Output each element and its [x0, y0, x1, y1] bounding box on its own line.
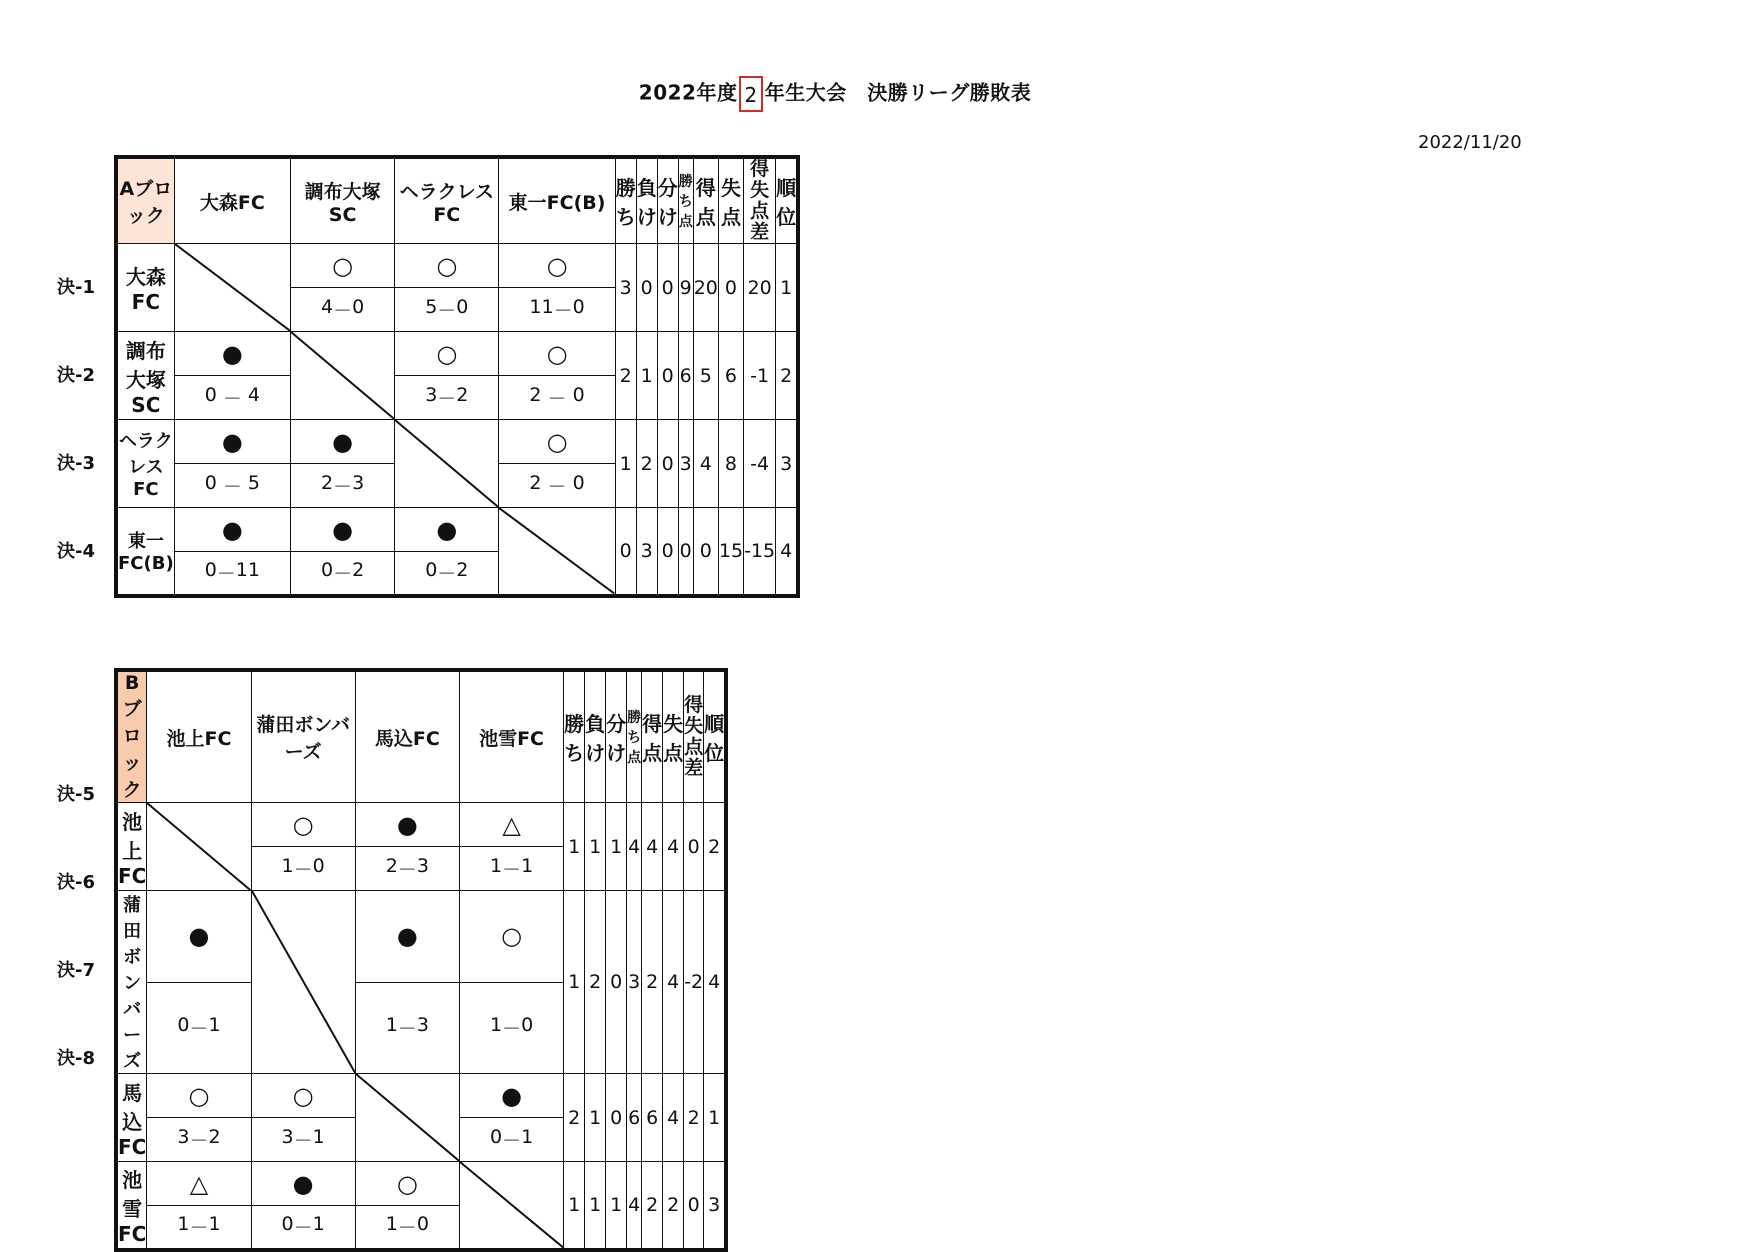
score-for: 3	[177, 1126, 190, 1148]
score-dash: －	[397, 1018, 417, 1041]
score-for: 4	[320, 296, 334, 318]
stat-points: 6	[678, 332, 693, 420]
match-score	[395, 552, 499, 596]
stat-draws: 0	[606, 891, 627, 1074]
team-header: 蒲田ボンバーズ	[251, 670, 355, 803]
score-for: 0	[204, 384, 217, 406]
score-against: 2	[352, 559, 365, 582]
score-dash: －	[547, 388, 567, 410]
score-against: 2	[456, 559, 469, 582]
match-score	[251, 847, 355, 891]
stat-goals-against: 4	[663, 1074, 684, 1162]
stat-rank: 2	[704, 803, 727, 891]
match-score	[147, 1118, 251, 1162]
header-goal-diff	[684, 670, 704, 803]
score-dash: －	[333, 300, 353, 322]
stat-goals-against: 8	[718, 420, 743, 508]
score-dash: －	[222, 476, 242, 498]
stat-goals-for: 20	[693, 244, 718, 332]
score-for: 1	[385, 1014, 398, 1037]
stat-wins: 1	[564, 891, 585, 1074]
score-dash: －	[293, 859, 313, 881]
score-for: 2	[385, 855, 398, 877]
team-header: 池上FC	[147, 670, 251, 803]
score-line	[291, 559, 394, 586]
header-goal-diff-line1: 得失	[750, 158, 770, 201]
team-name: ヘラクレスFC	[116, 420, 174, 508]
score-for: 2	[529, 384, 542, 406]
score-for: 0	[489, 1126, 503, 1148]
title-suffix: 年生大会 決勝リーグ勝敗表	[764, 80, 1032, 105]
win-mark-icon: ○	[355, 1162, 459, 1206]
score-dash: －	[502, 1130, 522, 1152]
stat-goals-for: 2	[642, 1162, 663, 1250]
score-line	[175, 559, 290, 586]
stat-draws: 1	[606, 1162, 627, 1250]
score-line	[356, 855, 459, 882]
loss-mark-icon: ●	[147, 891, 251, 983]
stat-wins: 3	[615, 244, 636, 332]
win-mark-icon: ○	[251, 803, 355, 847]
win-mark-icon: ○	[499, 332, 615, 376]
match-label: 決-1	[57, 277, 95, 298]
match-score	[147, 1206, 251, 1250]
score-dash: －	[293, 1130, 313, 1152]
diagonal-line	[356, 1074, 459, 1161]
stat-points: 0	[678, 508, 693, 596]
win-mark-icon: ○	[147, 1074, 251, 1118]
score-against: 1	[312, 1126, 325, 1148]
score-for: 11	[529, 296, 554, 318]
team-header: 馬込FC	[355, 670, 459, 803]
win-mark-icon: ○	[395, 332, 499, 376]
match-score	[499, 464, 615, 508]
stat-draws: 0	[657, 420, 678, 508]
score-dash: －	[189, 1018, 209, 1041]
match-score	[355, 1206, 459, 1250]
score-dash: －	[547, 476, 567, 498]
score-against: 3	[416, 855, 429, 877]
score-against: 5	[247, 472, 260, 494]
stat-goal-diff: -15	[744, 508, 776, 596]
score-for: 0	[281, 1213, 294, 1236]
score-line	[147, 1126, 250, 1153]
stat-points: 9	[678, 244, 693, 332]
score-against: 0	[312, 855, 325, 877]
report-date: 2022/11/20	[1418, 132, 1522, 153]
score-for: 1	[385, 1213, 398, 1236]
score-dash: －	[502, 859, 522, 881]
team-name: 馬込FC	[116, 1074, 147, 1162]
score-line	[147, 1014, 250, 1041]
stat-losses: 0	[636, 244, 657, 332]
stat-goal-diff: 0	[684, 803, 704, 891]
score-dash: －	[333, 476, 353, 498]
team-row	[116, 420, 798, 464]
diagonal-line	[395, 420, 498, 507]
stat-losses: 1	[585, 1074, 606, 1162]
loss-mark-icon: ●	[355, 891, 459, 983]
league-table	[114, 155, 800, 598]
stat-draws: 0	[657, 332, 678, 420]
stat-goals-against: 0	[718, 244, 743, 332]
header-draws: 分け	[606, 670, 627, 803]
score-against: 0	[456, 296, 469, 318]
stat-rank: 3	[776, 420, 799, 508]
match-label: 決-5	[57, 784, 95, 805]
header-goal-diff-line2: 点差	[750, 200, 770, 243]
stat-goals-for: 6	[642, 1074, 663, 1162]
self-match-cell	[395, 420, 499, 508]
stat-points: 4	[627, 803, 642, 891]
score-line	[460, 1126, 563, 1153]
score-for: 2	[320, 472, 334, 494]
score-dash: －	[553, 300, 573, 322]
header-losses: 負け	[636, 157, 657, 244]
score-against: 1	[312, 1213, 325, 1236]
stat-rank: 3	[704, 1162, 727, 1250]
score-for: 2	[529, 472, 542, 494]
stat-draws: 0	[606, 1074, 627, 1162]
score-dash: －	[293, 1217, 313, 1240]
stat-losses: 1	[585, 1162, 606, 1250]
score-dash: －	[502, 1018, 522, 1041]
team-name: 調布大塚SC	[116, 332, 174, 420]
score-against: 0	[352, 296, 365, 318]
team-row	[116, 803, 726, 847]
stat-goals-for: 2	[642, 891, 663, 1074]
score-line	[460, 855, 563, 882]
score-for: 3	[425, 384, 438, 406]
header-points: 勝ち点	[627, 670, 642, 803]
match-score	[395, 288, 499, 332]
stat-losses: 1	[636, 332, 657, 420]
team-header: 大森FC	[174, 157, 290, 244]
stat-goal-diff: -1	[744, 332, 776, 420]
header-goals-against: 失点	[718, 157, 743, 244]
score-for: 1	[489, 855, 503, 877]
header-rank: 順位	[776, 157, 799, 244]
stat-draws: 0	[657, 508, 678, 596]
stat-wins: 1	[615, 420, 636, 508]
stat-losses: 2	[636, 420, 657, 508]
stat-rank: 4	[704, 891, 727, 1074]
league-table	[114, 668, 728, 1252]
header-row	[116, 670, 726, 803]
loss-mark-icon: ●	[459, 1074, 563, 1118]
stat-goal-diff: -4	[744, 420, 776, 508]
header-goals-for: 得点	[693, 157, 718, 244]
team-header: 東一FC(B)	[499, 157, 615, 244]
stat-points: 3	[678, 420, 693, 508]
header-wins: 勝ち	[564, 670, 585, 803]
stat-rank: 1	[704, 1074, 727, 1162]
stat-rank: 1	[776, 244, 799, 332]
score-against: 0	[416, 1213, 429, 1236]
stat-goal-diff: 0	[684, 1162, 704, 1250]
match-label: 決-3	[57, 453, 95, 474]
self-match-cell	[251, 891, 355, 1074]
self-match-cell	[174, 244, 290, 332]
match-score	[251, 1206, 355, 1250]
loss-mark-icon: ●	[251, 1162, 355, 1206]
stat-goals-against: 2	[663, 1162, 684, 1250]
match-score	[499, 376, 615, 420]
score-for: 0	[204, 472, 217, 494]
self-match-cell	[459, 1162, 563, 1250]
team-name: 大森FC	[116, 244, 174, 332]
score-line	[395, 296, 498, 323]
block-name: Bブロック	[116, 670, 147, 803]
stat-rank: 2	[776, 332, 799, 420]
score-against: 0	[521, 1014, 534, 1037]
score-against: 3	[416, 1014, 429, 1037]
match-label: 決-7	[57, 960, 95, 981]
diagonal-line	[291, 332, 394, 419]
score-line	[499, 472, 614, 499]
team-row	[116, 332, 798, 376]
match-score	[499, 288, 615, 332]
score-dash: －	[397, 1217, 417, 1240]
score-dash: －	[437, 388, 457, 410]
score-dash: －	[333, 563, 353, 586]
score-line	[175, 384, 290, 411]
match-score	[147, 982, 251, 1074]
diagonal-line	[460, 1162, 563, 1248]
stat-goals-against: 6	[718, 332, 743, 420]
loss-mark-icon: ●	[174, 420, 290, 464]
self-match-cell	[499, 508, 615, 596]
score-dash: －	[189, 1130, 209, 1152]
match-score	[459, 847, 563, 891]
score-against: 1	[208, 1014, 221, 1037]
stat-points: 4	[627, 1162, 642, 1250]
score-against: 1	[521, 1126, 534, 1148]
score-line	[252, 1213, 355, 1240]
match-score	[459, 1118, 563, 1162]
score-dash: －	[437, 563, 457, 586]
stat-goals-against: 4	[663, 803, 684, 891]
team-row	[116, 891, 726, 983]
match-score	[355, 982, 459, 1074]
team-name: 池上FC	[116, 803, 147, 891]
score-for: 1	[281, 855, 294, 877]
header-goals-for: 得点	[642, 670, 663, 803]
score-for: 0	[177, 1014, 190, 1037]
match-label: 決-4	[57, 541, 95, 562]
win-mark-icon: ○	[395, 244, 499, 288]
header-goal-diff-line1: 得失	[684, 694, 704, 737]
header-goal-diff	[744, 157, 776, 244]
score-dash: －	[189, 1217, 209, 1240]
match-score	[174, 552, 290, 596]
stat-goal-diff: 20	[744, 244, 776, 332]
team-row	[116, 1162, 726, 1206]
header-points: 勝ち点	[678, 157, 693, 244]
score-dash: －	[222, 388, 242, 410]
loss-mark-icon: ●	[355, 803, 459, 847]
stat-goals-for: 5	[693, 332, 718, 420]
self-match-cell	[147, 803, 251, 891]
header-draws: 分け	[657, 157, 678, 244]
match-score	[395, 376, 499, 420]
score-against: 4	[247, 384, 260, 406]
loss-mark-icon: ●	[290, 420, 394, 464]
match-score	[290, 288, 394, 332]
self-match-cell	[290, 332, 394, 420]
win-mark-icon: ○	[459, 891, 563, 983]
score-against: 11	[235, 559, 260, 582]
header-row	[116, 157, 798, 244]
stat-goal-diff: 2	[684, 1074, 704, 1162]
match-score	[459, 982, 563, 1074]
team-row	[116, 1074, 726, 1118]
score-against: 0	[572, 296, 585, 318]
score-line	[499, 296, 614, 323]
diagonal-line	[147, 803, 250, 890]
score-for: 0	[320, 559, 334, 582]
stat-goals-against: 15	[718, 508, 743, 596]
win-mark-icon: ○	[499, 420, 615, 464]
title-prefix: 2022年度	[638, 80, 738, 105]
team-header: 池雪FC	[459, 670, 563, 803]
stat-draws: 0	[657, 244, 678, 332]
match-score	[355, 847, 459, 891]
stat-losses: 1	[585, 803, 606, 891]
loss-mark-icon: ●	[174, 508, 290, 552]
team-row	[116, 508, 798, 552]
score-line	[175, 472, 290, 499]
loss-mark-icon: ●	[290, 508, 394, 552]
score-against: 2	[456, 384, 469, 406]
match-score	[174, 376, 290, 420]
score-for: 3	[281, 1126, 294, 1148]
stat-draws: 1	[606, 803, 627, 891]
stat-wins: 2	[615, 332, 636, 420]
match-label: 決-2	[57, 365, 95, 386]
stat-losses: 2	[585, 891, 606, 1074]
match-label: 決-8	[57, 1048, 95, 1069]
score-dash: －	[397, 859, 417, 881]
score-for: 0	[204, 559, 217, 582]
score-dash: －	[216, 563, 236, 586]
score-line	[395, 559, 498, 586]
header-wins: 勝ち	[615, 157, 636, 244]
score-for: 0	[425, 559, 438, 582]
header-losses: 負け	[585, 670, 606, 803]
score-for: 1	[177, 1213, 190, 1236]
self-match-cell	[355, 1074, 459, 1162]
team-name: 池雪FC	[116, 1162, 147, 1250]
stat-goal-diff: -2	[684, 891, 704, 1074]
score-against: 0	[572, 384, 585, 406]
title-grade-box: 2	[739, 76, 762, 112]
team-header: 調布大塚SC	[290, 157, 394, 244]
stat-points: 6	[627, 1074, 642, 1162]
header-rank: 順位	[704, 670, 727, 803]
score-line	[252, 1126, 355, 1153]
stat-goals-against: 4	[663, 891, 684, 1074]
diagonal-line	[175, 244, 290, 331]
diagonal-line	[252, 891, 355, 1073]
diagonal-line	[499, 508, 614, 594]
score-line	[460, 1014, 563, 1041]
stat-goals-for: 0	[693, 508, 718, 596]
win-mark-icon: ○	[290, 244, 394, 288]
score-line	[499, 384, 614, 411]
score-dash: －	[437, 300, 457, 322]
page-title	[0, 76, 1670, 112]
score-line	[252, 855, 355, 882]
header-goal-diff-line2: 点差	[684, 736, 704, 779]
win-mark-icon: ○	[251, 1074, 355, 1118]
match-score	[251, 1118, 355, 1162]
score-line	[147, 1213, 250, 1240]
score-against: 1	[208, 1213, 221, 1236]
stat-rank: 4	[776, 508, 799, 596]
draw-mark-icon: △	[459, 803, 563, 847]
match-label: 決-6	[57, 872, 95, 893]
stat-goals-for: 4	[642, 803, 663, 891]
header-goals-against: 失点	[663, 670, 684, 803]
stat-wins: 1	[564, 1162, 585, 1250]
team-row	[116, 244, 798, 288]
score-for: 5	[425, 296, 438, 318]
win-mark-icon: ○	[499, 244, 615, 288]
block-name: Aブロック	[116, 157, 174, 244]
team-name: 蒲田ボンバーズ	[116, 891, 147, 1074]
score-line	[291, 296, 394, 323]
stat-wins: 2	[564, 1074, 585, 1162]
team-name: 東一FC(B)	[116, 508, 174, 596]
stat-losses: 3	[636, 508, 657, 596]
score-against: 0	[572, 472, 585, 494]
match-score	[290, 552, 394, 596]
score-line	[356, 1213, 459, 1240]
stat-wins: 1	[564, 803, 585, 891]
team-header: ヘラクレスFC	[395, 157, 499, 244]
match-score	[290, 464, 394, 508]
stat-goals-for: 4	[693, 420, 718, 508]
score-line	[291, 472, 394, 499]
score-against: 2	[208, 1126, 221, 1148]
score-against: 3	[352, 472, 365, 494]
match-score	[174, 464, 290, 508]
loss-mark-icon: ●	[174, 332, 290, 376]
loss-mark-icon: ●	[395, 508, 499, 552]
score-line	[395, 384, 498, 411]
stat-points: 3	[627, 891, 642, 1074]
score-for: 1	[489, 1014, 503, 1037]
draw-mark-icon: △	[147, 1162, 251, 1206]
score-against: 1	[521, 855, 534, 877]
stat-wins: 0	[615, 508, 636, 596]
score-line	[356, 1014, 459, 1041]
